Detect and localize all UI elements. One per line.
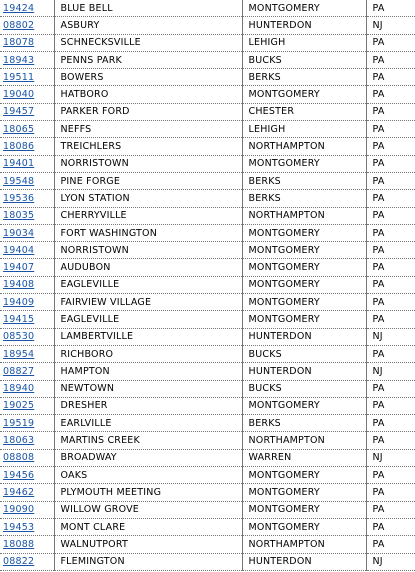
zip-code-link[interactable]: 08802 [3,19,35,31]
zip-cell [0,380,54,397]
zip-cell [0,553,54,570]
city-cell: DRESHER [54,397,242,414]
city-cell: NEWTOWN [54,380,242,397]
state-cell: PA [366,69,415,86]
zip-cell [0,345,54,362]
state-cell: PA [366,467,415,484]
table-row [0,0,415,17]
zip-cell [0,34,54,51]
zip-cell [0,518,54,535]
state-cell: NJ [366,363,415,380]
zip-cell [0,138,54,155]
county-cell: WARREN [242,449,366,466]
zip-code-link[interactable]: 19462 [3,486,35,498]
zip-cell [0,242,54,259]
zip-cell [0,259,54,276]
table-row [0,397,415,414]
city-cell: MARTINS CREEK [54,432,242,449]
city-cell: EAGLEVILLE [54,276,242,293]
city-cell: PINE FORGE [54,172,242,189]
county-cell: HUNTERDON [242,363,366,380]
zip-code-link[interactable]: 19401 [3,158,35,170]
table-row [0,345,415,362]
city-cell: PLYMOUTH MEETING [54,484,242,501]
zip-cell [0,432,54,449]
zip-code-link[interactable]: 08827 [3,365,35,377]
zip-cell [0,501,54,518]
zip-code-link[interactable]: 19511 [3,71,35,83]
table-row [0,518,415,535]
city-cell: TREICHLERS [54,138,242,155]
zip-code-link[interactable]: 19536 [3,192,35,204]
city-cell: HATBORO [54,86,242,103]
table-row [0,380,415,397]
state-cell: PA [366,397,415,414]
city-cell: BOWERS [54,69,242,86]
table-row [0,155,415,172]
county-cell: LEHIGH [242,34,366,51]
county-cell: MONTGOMERY [242,397,366,414]
city-cell: PENNS PARK [54,51,242,68]
table-row [0,51,415,68]
zip-cell [0,51,54,68]
zip-code-link[interactable]: 19025 [3,400,35,412]
table-row [0,328,415,345]
city-cell: FORT WASHINGTON [54,224,242,241]
table-row [0,501,415,518]
city-cell: RICHBORO [54,345,242,362]
zip-code-link[interactable]: 19415 [3,313,35,325]
city-cell: LAMBERTVILLE [54,328,242,345]
city-cell: NEFFS [54,121,242,138]
county-cell: MONTGOMERY [242,259,366,276]
state-cell: PA [366,415,415,432]
city-cell: ASBURY [54,17,242,34]
county-cell: BERKS [242,172,366,189]
zip-code-link[interactable]: 19457 [3,106,35,118]
city-cell: WALNUTPORT [54,536,242,553]
table-row [0,207,415,224]
state-cell: PA [366,155,415,172]
state-cell: PA [366,345,415,362]
state-cell: PA [366,207,415,224]
zip-cell [0,536,54,553]
county-cell: BUCKS [242,51,366,68]
zip-code-link[interactable]: 08808 [3,452,35,464]
zip-code-link[interactable]: 19407 [3,262,35,274]
city-cell: LYON STATION [54,190,242,207]
zip-code-link[interactable]: 08822 [3,556,35,568]
state-cell: PA [366,138,415,155]
state-cell: PA [366,190,415,207]
table-row [0,363,415,380]
table-row [0,172,415,189]
state-cell: PA [366,518,415,535]
zip-cell [0,363,54,380]
state-cell: NJ [366,17,415,34]
state-cell: PA [366,224,415,241]
zip-code-link[interactable]: 08530 [3,331,35,343]
table-row [0,242,415,259]
county-cell: NORTHAMPTON [242,138,366,155]
county-cell: NORTHAMPTON [242,207,366,224]
state-cell: PA [366,34,415,51]
city-cell: EAGLEVILLE [54,311,242,328]
state-cell: PA [366,242,415,259]
county-cell: HUNTERDON [242,328,366,345]
city-cell: NORRISTOWN [54,155,242,172]
county-cell: MONTGOMERY [242,0,366,17]
zip-cell [0,103,54,120]
county-cell: MONTGOMERY [242,224,366,241]
zip-cell [0,397,54,414]
county-cell: MONTGOMERY [242,518,366,535]
table-row [0,190,415,207]
county-cell: MONTGOMERY [242,86,366,103]
city-cell: FAIRVIEW VILLAGE [54,294,242,311]
zip-cell [0,276,54,293]
table-row [0,69,415,86]
zip-code-link[interactable]: 18065 [3,123,35,135]
county-cell: MONTGOMERY [242,294,366,311]
zip-cell [0,484,54,501]
zip-code-link[interactable]: 18086 [3,141,35,153]
table-row [0,467,415,484]
state-cell: PA [366,172,415,189]
state-cell: PA [366,121,415,138]
county-cell: MONTGOMERY [242,276,366,293]
zip-code-link[interactable]: 18078 [3,37,35,49]
zip-code-link[interactable]: 19424 [3,2,35,14]
state-cell: PA [366,311,415,328]
state-cell: PA [366,86,415,103]
table-row [0,138,415,155]
zip-cell [0,155,54,172]
zip-cell [0,449,54,466]
zip-code-link[interactable]: 18035 [3,210,35,222]
state-cell: PA [366,501,415,518]
zip-code-link[interactable]: 18063 [3,435,35,447]
state-cell: PA [366,484,415,501]
table-row [0,86,415,103]
zip-cell [0,190,54,207]
county-cell: MONTGOMERY [242,467,366,484]
zip-cell [0,17,54,34]
zip-code-link[interactable]: 19453 [3,521,35,533]
zip-code-link[interactable]: 19034 [3,227,35,239]
city-cell: SCHNECKSVILLE [54,34,242,51]
county-cell: BERKS [242,190,366,207]
state-cell: NJ [366,449,415,466]
county-cell: MONTGOMERY [242,242,366,259]
city-cell: FLEMINGTON [54,553,242,570]
table-row [0,484,415,501]
table-row [0,276,415,293]
city-cell: NORRISTOWN [54,242,242,259]
zip-code-link[interactable]: 19519 [3,417,35,429]
county-cell: HUNTERDON [242,17,366,34]
table-row [0,449,415,466]
city-cell: EARLVILLE [54,415,242,432]
zip-cell [0,207,54,224]
zip-cell [0,328,54,345]
zip-cell [0,415,54,432]
state-cell: PA [366,294,415,311]
state-cell: PA [366,259,415,276]
zip-cell [0,0,54,17]
state-cell: PA [366,103,415,120]
zip-code-link[interactable]: 19040 [3,89,35,101]
state-cell: PA [366,0,415,17]
city-cell: BROADWAY [54,449,242,466]
county-cell: BERKS [242,415,366,432]
county-cell: BERKS [242,69,366,86]
city-cell: MONT CLARE [54,518,242,535]
county-cell: NORTHAMPTON [242,432,366,449]
table-row [0,224,415,241]
zip-code-link[interactable]: 18940 [3,383,35,395]
zip-code-link[interactable]: 19456 [3,469,35,481]
zip-cell [0,172,54,189]
state-cell: PA [366,380,415,397]
city-cell: OAKS [54,467,242,484]
state-cell: NJ [366,328,415,345]
county-cell: LEHIGH [242,121,366,138]
table-row [0,294,415,311]
county-cell: NORTHAMPTON [242,536,366,553]
state-cell: NJ [366,553,415,570]
zip-cell [0,224,54,241]
zip-code-link[interactable]: 18943 [3,54,35,66]
county-cell: MONTGOMERY [242,311,366,328]
zip-code-link[interactable]: 19548 [3,175,35,187]
state-cell: PA [366,536,415,553]
county-cell: BUCKS [242,380,366,397]
table-row [0,536,415,553]
city-cell: CHERRYVILLE [54,207,242,224]
table-row [0,121,415,138]
zip-cell [0,467,54,484]
county-cell: BUCKS [242,345,366,362]
state-cell: PA [366,51,415,68]
table-row [0,553,415,570]
state-cell: PA [366,276,415,293]
city-cell: AUDUBON [54,259,242,276]
county-cell: MONTGOMERY [242,155,366,172]
zip-cell [0,311,54,328]
zip-code-link[interactable]: 19409 [3,296,35,308]
city-cell: BLUE BELL [54,0,242,17]
city-cell: WILLOW GROVE [54,501,242,518]
county-cell: MONTGOMERY [242,501,366,518]
table-row [0,311,415,328]
zip-cell [0,86,54,103]
table-row [0,103,415,120]
table-row [0,34,415,51]
table-row [0,17,415,34]
county-cell: HUNTERDON [242,553,366,570]
zip-code-link[interactable]: 19404 [3,244,35,256]
table-row [0,415,415,432]
city-cell: HAMPTON [54,363,242,380]
zip-cell [0,121,54,138]
zip-code-link[interactable]: 19090 [3,504,35,516]
zip-code-link[interactable]: 18088 [3,538,35,550]
county-cell: MONTGOMERY [242,484,366,501]
zip-cell [0,69,54,86]
table-row [0,432,415,449]
county-cell: CHESTER [242,103,366,120]
zip-code-link[interactable]: 19408 [3,279,35,291]
city-cell: PARKER FORD [54,103,242,120]
state-cell: PA [366,432,415,449]
zip-code-link[interactable]: 18954 [3,348,35,360]
table-row [0,259,415,276]
zip-cell [0,294,54,311]
